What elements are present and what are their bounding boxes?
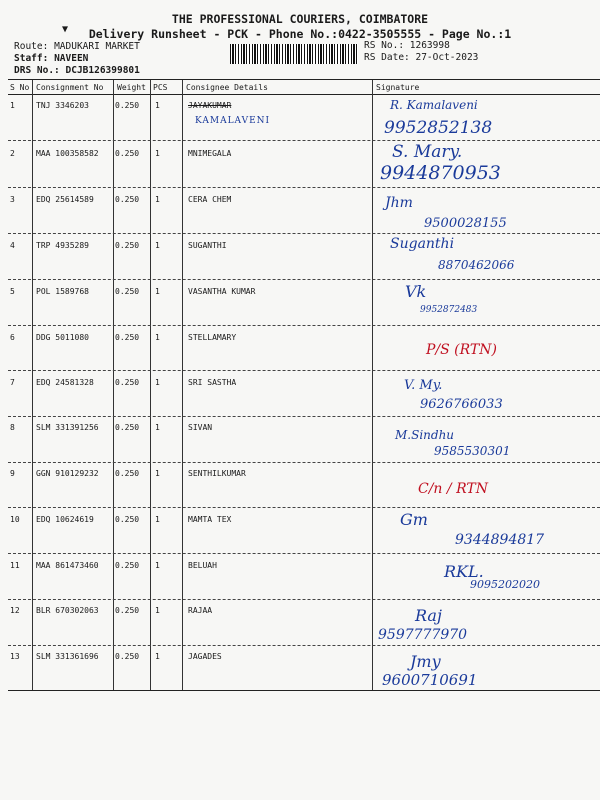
signature-name: M.Sindhu — [395, 428, 455, 442]
header-bottom-border — [8, 94, 600, 95]
row-sno: 5 — [10, 287, 15, 296]
row-sno: 3 — [10, 195, 15, 204]
row-pcs: 1 — [155, 333, 160, 342]
row-consignee: SUGANTHI — [188, 241, 227, 250]
row-sno: 1 — [10, 101, 15, 110]
row-weight: 0.250 — [115, 515, 140, 524]
row-weight: 0.250 — [115, 101, 140, 110]
row-consignee: SIVAN — [188, 423, 213, 432]
row-separator — [8, 140, 600, 141]
row-pcs: 1 — [155, 606, 160, 615]
route-value: MADUKARI MARKET — [54, 41, 140, 52]
signature-phone: 9585530301 — [434, 444, 511, 458]
row-consignee: VASANTHA KUMAR — [188, 287, 256, 296]
row-separator — [8, 279, 600, 280]
row-consignment: MAA 100358582 — [36, 149, 99, 158]
runsheet-title: Delivery Runsheet - PCK - Phone No.:0422-3505555 - Page No.:1 — [88, 27, 512, 41]
staff-value: NAVEEN — [54, 53, 89, 64]
row-consignee: MAMTA TEX — [188, 515, 232, 524]
row-consignment: SLM 331361696 — [36, 652, 99, 661]
row-pcs: 1 — [155, 515, 160, 524]
row-consignment: DDG 5011080 — [36, 333, 89, 342]
signature-name: Vk — [405, 282, 427, 301]
row-consignment: TNJ 3346203 — [36, 101, 89, 110]
row-weight: 0.250 — [115, 652, 140, 661]
row-separator — [8, 233, 600, 234]
row-consignment: TRP 4935289 — [36, 241, 89, 250]
row-sno: 9 — [10, 469, 15, 478]
staff-label: Staff: — [14, 53, 49, 64]
signature-name: Suganthi — [390, 236, 455, 252]
row-consignee: BELUAH — [188, 561, 217, 570]
row-consignment: MAA 861473460 — [36, 561, 99, 570]
signature-name: C/n / RTN — [418, 481, 488, 497]
signature-name: P/S (RTN) — [426, 342, 497, 358]
row-consignment: EDQ 10624619 — [36, 515, 94, 524]
arrow-down-icon: ▼ — [62, 24, 69, 35]
row-pcs: 1 — [155, 195, 160, 204]
row-sno: 11 — [10, 561, 20, 570]
row-consignee: RAJAA — [188, 606, 213, 615]
route-line — [14, 41, 140, 52]
row-weight: 0.250 — [115, 241, 140, 250]
row-separator — [8, 507, 600, 508]
signature-phone: 9952872483 — [420, 305, 478, 315]
signature-name: V. My. — [404, 378, 443, 393]
row-separator — [8, 416, 600, 417]
drs-value: DCJB126399801 — [65, 65, 140, 76]
row-weight: 0.250 — [115, 561, 140, 570]
row-consignee: JAYAKUMAR — [188, 101, 232, 110]
col-pcs: PCS — [153, 83, 168, 92]
row-separator — [8, 599, 600, 600]
signature-phone: 9944870953 — [380, 162, 501, 184]
signature-name: R. Kamalaveni — [390, 98, 478, 112]
row-consignee: SENTHILKUMAR — [188, 469, 246, 478]
rs-number: RS No.: 1263998 — [364, 40, 450, 51]
row-sno: 10 — [10, 515, 20, 524]
row-pcs: 1 — [155, 423, 160, 432]
row-sno: 8 — [10, 423, 15, 432]
row-pcs: 1 — [155, 101, 160, 110]
row-sno: 6 — [10, 333, 15, 342]
route-label: Route: — [14, 41, 49, 52]
row-weight: 0.250 — [115, 149, 140, 158]
rs-date: RS Date: 27-Oct-2023 — [364, 52, 479, 63]
row-consignment: BLR 670302063 — [36, 606, 99, 615]
row-weight: 0.250 — [115, 606, 140, 615]
drs-label: DRS No.: — [14, 65, 60, 76]
row-separator — [8, 370, 600, 371]
row-pcs: 1 — [155, 469, 160, 478]
row-weight: 0.250 — [115, 423, 140, 432]
row-separator — [8, 645, 600, 646]
row-separator — [8, 553, 600, 554]
row-sno: 2 — [10, 149, 15, 158]
company-title: THE PROFESSIONAL COURIERS, COIMBATORE — [171, 12, 429, 26]
row-sno: 7 — [10, 378, 15, 387]
row-separator — [8, 325, 600, 326]
row-weight: 0.250 — [115, 195, 140, 204]
signature-name: Jhm — [385, 195, 413, 211]
row-separator — [8, 187, 600, 188]
col-consignment: Consignment No — [36, 83, 104, 92]
col-consignee: Consignee Details — [186, 83, 268, 92]
row-pcs: 1 — [155, 287, 160, 296]
row-weight: 0.250 — [115, 333, 140, 342]
signature-name: S. Mary. — [392, 142, 463, 162]
row-weight: 0.250 — [115, 378, 140, 387]
handwritten-note: KAMALAVENI — [195, 116, 271, 126]
row-consignee: JAGADES — [188, 652, 222, 661]
staff-line — [14, 53, 88, 64]
signature-phone: 9597777970 — [378, 627, 468, 643]
row-pcs: 1 — [155, 149, 160, 158]
row-sno: 4 — [10, 241, 15, 250]
row-consignee: MNIMEGALA — [188, 149, 232, 158]
signature-phone: 9500028155 — [424, 216, 507, 231]
row-consignee: CERA CHEM — [188, 195, 232, 204]
row-consignment: EDQ 25614589 — [36, 195, 94, 204]
row-pcs: 1 — [155, 378, 160, 387]
row-consignment: GGN 910129232 — [36, 469, 99, 478]
row-sno: 13 — [10, 652, 20, 661]
signature-phone: 9095202020 — [470, 578, 540, 591]
row-consignment: EDQ 24581328 — [36, 378, 94, 387]
signature-phone: 9626766033 — [420, 397, 503, 412]
table-top-border — [8, 79, 600, 80]
row-pcs: 1 — [155, 241, 160, 250]
row-separator — [8, 462, 600, 463]
signature-name: Raj — [415, 606, 442, 625]
row-weight: 0.250 — [115, 469, 140, 478]
signature-name: Jmy — [410, 652, 441, 671]
row-pcs: 1 — [155, 561, 160, 570]
col-signature: Signature — [376, 83, 420, 92]
row-consignment: SLM 331391256 — [36, 423, 99, 432]
table-bottom-border — [8, 690, 600, 691]
row-weight: 0.250 — [115, 287, 140, 296]
drs-line — [14, 65, 140, 76]
row-pcs: 1 — [155, 652, 160, 661]
signature-phone: 9952852138 — [384, 118, 493, 138]
signature-name: RKL. — [444, 562, 484, 581]
row-consignee: SRI SASTHA — [188, 378, 237, 387]
row-sno: 12 — [10, 606, 20, 615]
signature-phone: 8870462066 — [438, 258, 515, 272]
barcode — [230, 44, 358, 64]
col-weight: Weight — [117, 83, 146, 92]
signature-phone: 9344894817 — [455, 532, 545, 548]
signature-name: Gm — [400, 510, 428, 529]
row-consignment: POL 1589768 — [36, 287, 89, 296]
row-consignee: STELLAMARY — [188, 333, 237, 342]
signature-phone: 9600710691 — [382, 671, 478, 689]
col-sno: S No — [10, 83, 30, 92]
